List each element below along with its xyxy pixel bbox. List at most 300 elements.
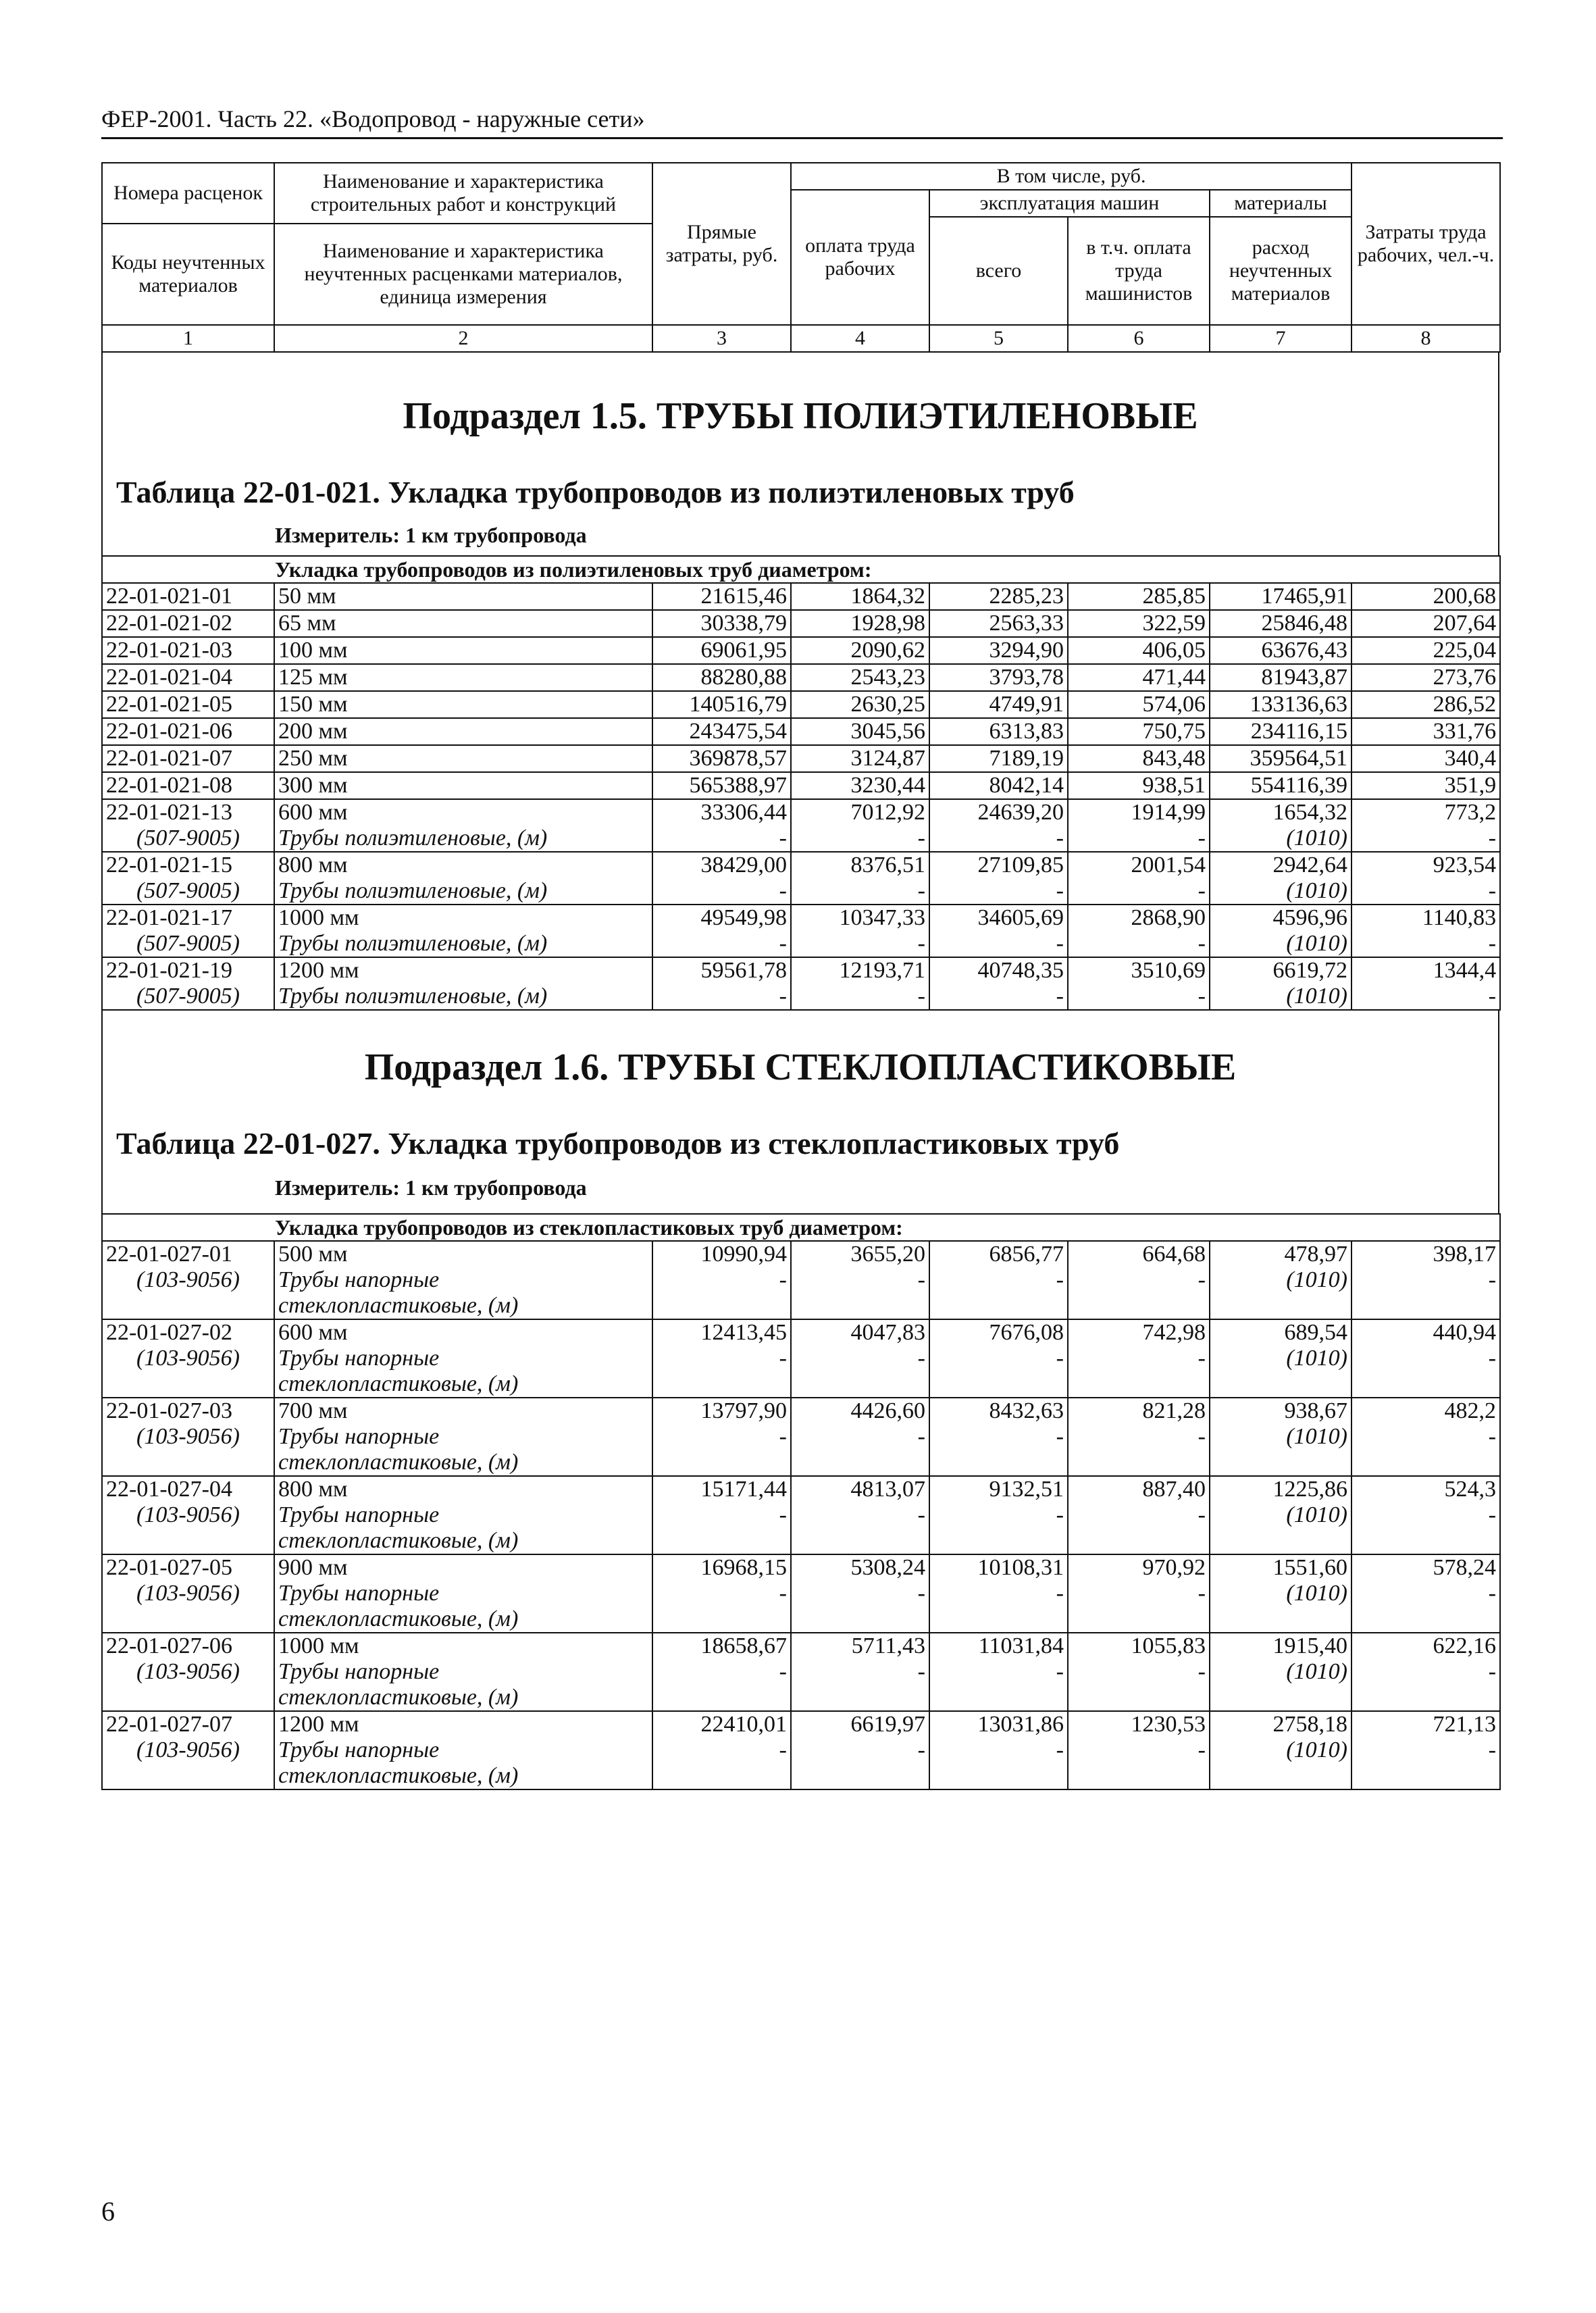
labor-pay: 4047,83 — [791, 1319, 929, 1346]
direct-cost: 369878,57 — [652, 745, 791, 772]
material-value — [652, 1606, 791, 1633]
work-name: 300 мм — [274, 772, 652, 799]
work-name: 50 мм — [274, 583, 652, 610]
material-value — [652, 1450, 791, 1476]
material-row — [102, 1267, 1500, 1293]
table-row — [102, 583, 1500, 610]
table-row — [102, 957, 1500, 984]
materials: 938,67 — [1210, 1398, 1352, 1424]
table-row — [102, 1319, 1500, 1346]
operators-pay: 471,44 — [1068, 664, 1210, 691]
rate-code: 22-01-021-13 — [102, 799, 274, 825]
material-code: (103-9056) — [102, 1737, 274, 1763]
material-value: - — [1352, 1581, 1500, 1606]
labor-hours: 1140,83 — [1352, 905, 1500, 931]
labor-hours: 773,2 — [1352, 799, 1500, 825]
operators-pay: 938,51 — [1068, 772, 1210, 799]
material-value: - — [1068, 984, 1210, 1010]
incl-header: В том числе, руб. — [791, 163, 1352, 190]
labor-pay: 5711,43 — [791, 1633, 929, 1659]
material-value: (1010) — [1210, 1659, 1352, 1685]
table-row — [102, 610, 1500, 637]
material-value — [1210, 1293, 1352, 1319]
labor-hours: 200,68 — [1352, 583, 1500, 610]
material-value — [929, 1371, 1068, 1398]
material-value: - — [1352, 1659, 1500, 1685]
document-frame — [101, 162, 1499, 1790]
table-row — [102, 1711, 1500, 1737]
page-number: 6 — [101, 2196, 115, 2227]
material-value: - — [1352, 1502, 1500, 1528]
machines-total: 40748,35 — [929, 957, 1068, 984]
materials: 2942,64 — [1210, 852, 1352, 878]
work-name: 150 мм — [274, 691, 652, 718]
operators-pay: 1055,83 — [1068, 1633, 1210, 1659]
machines-total: 6856,77 — [929, 1241, 1068, 1267]
material-row — [102, 984, 1500, 1010]
table-22-01-027-title: Таблица 22-01-027. Укладка трубопроводов из стеклопластиковых труб — [116, 1126, 1120, 1161]
direct-cost: 33306,44 — [652, 799, 791, 825]
table-22-01-021-measure: Измеритель: 1 км трубопровода — [275, 523, 587, 547]
material-row — [102, 1528, 1500, 1554]
table-row — [102, 1476, 1500, 1502]
material-value — [1210, 1606, 1352, 1633]
labor-hours: 398,17 — [1352, 1241, 1500, 1267]
material-code — [102, 1763, 274, 1789]
material-value: - — [791, 1502, 929, 1528]
labor-hours: 578,24 — [1352, 1554, 1500, 1581]
material-value: - — [929, 1424, 1068, 1450]
materials: 478,97 — [1210, 1241, 1352, 1267]
labor-hours: 207,64 — [1352, 610, 1500, 637]
material-value: - — [1068, 1659, 1210, 1685]
operators-pay: 1230,53 — [1068, 1711, 1210, 1737]
material-value — [652, 1685, 791, 1711]
material-value: (1010) — [1210, 1502, 1352, 1528]
material-value: - — [791, 1267, 929, 1293]
material-value — [929, 1293, 1068, 1319]
labor-pay: 10347,33 — [791, 905, 929, 931]
material-value: - — [1352, 825, 1500, 852]
material-name: стеклопластиковые, (м) — [274, 1606, 652, 1633]
rate-code: 22-01-021-19 — [102, 957, 274, 984]
material-value — [1068, 1606, 1210, 1633]
work-name: 200 мм — [274, 718, 652, 745]
material-value: - — [652, 984, 791, 1010]
materials: 234116,15 — [1210, 718, 1352, 745]
direct-cost: 21615,46 — [652, 583, 791, 610]
material-value: - — [929, 1267, 1068, 1293]
material-value: - — [1068, 1424, 1210, 1450]
material-name: стеклопластиковые, (м) — [274, 1528, 652, 1554]
material-row — [102, 1659, 1500, 1685]
material-value — [1352, 1293, 1500, 1319]
material-row — [102, 931, 1500, 957]
labor-pay: 3655,20 — [791, 1241, 929, 1267]
material-value — [1210, 1763, 1352, 1789]
labor-hours: 440,94 — [1352, 1319, 1500, 1346]
rate-code: 22-01-027-01 — [102, 1241, 274, 1267]
material-value: - — [1352, 1737, 1500, 1763]
machines-total: 10108,31 — [929, 1554, 1068, 1581]
materials: 689,54 — [1210, 1319, 1352, 1346]
material-name: Трубы напорные — [274, 1346, 652, 1371]
materials: 25846,48 — [1210, 610, 1352, 637]
machines-header: эксплуатация машин — [929, 190, 1210, 217]
labor-hours: 340,4 — [1352, 745, 1500, 772]
material-row — [102, 1371, 1500, 1398]
rate-code: 22-01-021-03 — [102, 637, 274, 664]
material-name: стеклопластиковые, (м) — [274, 1450, 652, 1476]
machines-total: 2563,33 — [929, 610, 1068, 637]
material-value: - — [1352, 1424, 1500, 1450]
machines-total: 8432,63 — [929, 1398, 1068, 1424]
materials: 1654,32 — [1210, 799, 1352, 825]
material-value: - — [1352, 1267, 1500, 1293]
material-value: - — [1352, 984, 1500, 1010]
direct-cost: 16968,15 — [652, 1554, 791, 1581]
material-value: (1010) — [1210, 1581, 1352, 1606]
material-row — [102, 1763, 1500, 1789]
material-value — [929, 1606, 1068, 1633]
work-name: 600 мм — [274, 799, 652, 825]
labor-hours: 351,9 — [1352, 772, 1500, 799]
material-name: Трубы полиэтиленовые, (м) — [274, 825, 652, 852]
col5-header: всего — [929, 217, 1068, 325]
material-name: Трубы напорные — [274, 1267, 652, 1293]
work-name: 500 мм — [274, 1241, 652, 1267]
machines-total: 6313,83 — [929, 718, 1068, 745]
direct-cost: 13797,90 — [652, 1398, 791, 1424]
machines-total: 2285,23 — [929, 583, 1068, 610]
material-value: - — [652, 878, 791, 905]
labor-hours: 331,76 — [1352, 718, 1500, 745]
materials: 63676,43 — [1210, 637, 1352, 664]
page-header-title: ФЕР-2001. Часть 22. «Водопровод - наружные сети» — [101, 105, 645, 132]
material-value: - — [929, 1502, 1068, 1528]
material-value — [1352, 1450, 1500, 1476]
material-value: (1010) — [1210, 878, 1352, 905]
rate-code: 22-01-027-03 — [102, 1398, 274, 1424]
material-value — [791, 1606, 929, 1633]
col3-header: Прямые затраты, руб. — [652, 163, 791, 325]
material-value: - — [1068, 1581, 1210, 1606]
labor-pay: 6619,97 — [791, 1711, 929, 1737]
table-row — [102, 664, 1500, 691]
rate-code: 22-01-021-06 — [102, 718, 274, 745]
section-1-6 — [101, 1011, 1499, 1213]
material-value — [791, 1371, 929, 1398]
material-name: стеклопластиковые, (м) — [274, 1685, 652, 1711]
header-rule — [101, 137, 1503, 139]
material-code: (507-9005) — [102, 878, 274, 905]
table-22-01-021 — [101, 555, 1501, 1011]
material-code: (103-9056) — [102, 1502, 274, 1528]
labor-pay: 1864,32 — [791, 583, 929, 610]
material-value: - — [791, 1659, 929, 1685]
section-1-6-heading: Подраздел 1.6. ТРУБЫ СТЕКЛОПЛАСТИКОВЫЕ — [364, 1046, 1237, 1088]
work-name: 250 мм — [274, 745, 652, 772]
material-value: - — [791, 931, 929, 957]
material-value — [929, 1450, 1068, 1476]
materials: 554116,39 — [1210, 772, 1352, 799]
rate-code: 22-01-027-02 — [102, 1319, 274, 1346]
materials: 133136,63 — [1210, 691, 1352, 718]
materials: 6619,72 — [1210, 957, 1352, 984]
material-value: - — [652, 1581, 791, 1606]
labor-hours: 622,16 — [1352, 1633, 1500, 1659]
material-row — [102, 1502, 1500, 1528]
material-row — [102, 825, 1500, 852]
direct-cost: 38429,00 — [652, 852, 791, 878]
material-value — [1068, 1450, 1210, 1476]
labor-hours: 286,52 — [1352, 691, 1500, 718]
material-value — [791, 1528, 929, 1554]
material-value: (1010) — [1210, 1267, 1352, 1293]
labor-hours: 721,13 — [1352, 1711, 1500, 1737]
material-code — [102, 1528, 274, 1554]
operators-pay: 574,06 — [1068, 691, 1210, 718]
machines-total: 11031,84 — [929, 1633, 1068, 1659]
labor-pay: 2090,62 — [791, 637, 929, 664]
material-value: - — [929, 984, 1068, 1010]
material-name: стеклопластиковые, (м) — [274, 1763, 652, 1789]
operators-pay: 843,48 — [1068, 745, 1210, 772]
table-row — [102, 1398, 1500, 1424]
operators-pay: 742,98 — [1068, 1319, 1210, 1346]
rate-code: 22-01-021-17 — [102, 905, 274, 931]
material-value — [1352, 1685, 1500, 1711]
table-row — [102, 691, 1500, 718]
material-code — [102, 1371, 274, 1398]
material-value — [1210, 1371, 1352, 1398]
table-row — [102, 772, 1500, 799]
rate-code: 22-01-027-07 — [102, 1711, 274, 1737]
operators-pay: 322,59 — [1068, 610, 1210, 637]
material-value: - — [652, 1737, 791, 1763]
column-header-table — [101, 162, 1501, 353]
machines-total: 8042,14 — [929, 772, 1068, 799]
operators-pay: 664,68 — [1068, 1241, 1210, 1267]
direct-cost: 22410,01 — [652, 1711, 791, 1737]
material-value: - — [1068, 1502, 1210, 1528]
direct-cost: 12413,45 — [652, 1319, 791, 1346]
material-value: - — [929, 1737, 1068, 1763]
material-value: - — [1068, 1267, 1210, 1293]
material-value: - — [652, 825, 791, 852]
material-value — [929, 1685, 1068, 1711]
material-value: - — [1068, 1346, 1210, 1371]
material-value: - — [791, 825, 929, 852]
material-name: Трубы напорные — [274, 1424, 652, 1450]
material-value: - — [929, 1346, 1068, 1371]
material-value: - — [929, 931, 1068, 957]
material-value: - — [791, 984, 929, 1010]
material-value — [652, 1371, 791, 1398]
labor-pay: 3124,87 — [791, 745, 929, 772]
table-row — [102, 1554, 1500, 1581]
material-value — [652, 1528, 791, 1554]
labor-pay: 2630,25 — [791, 691, 929, 718]
material-value: (1010) — [1210, 825, 1352, 852]
rate-code: 22-01-021-02 — [102, 610, 274, 637]
table-row — [102, 637, 1500, 664]
material-value: (1010) — [1210, 984, 1352, 1010]
machines-total: 3793,78 — [929, 664, 1068, 691]
col-num-6: 6 — [1068, 325, 1210, 352]
labor-hours: 273,76 — [1352, 664, 1500, 691]
material-name: стеклопластиковые, (м) — [274, 1371, 652, 1398]
material-value: - — [652, 1659, 791, 1685]
table-22-01-021-title: Таблица 22-01-021. Укладка трубопроводов из полиэтиленовых труб — [116, 475, 1075, 509]
labor-pay: 12193,71 — [791, 957, 929, 984]
table-row — [102, 1241, 1500, 1267]
machines-total: 9132,51 — [929, 1476, 1068, 1502]
col2-header-top: Наименование и характеристика строительных работ и конструкций — [274, 163, 652, 224]
material-value — [1068, 1763, 1210, 1789]
material-value — [1352, 1763, 1500, 1789]
direct-cost: 18658,67 — [652, 1633, 791, 1659]
machines-total: 13031,86 — [929, 1711, 1068, 1737]
col-num-7: 7 — [1210, 325, 1352, 352]
material-value: - — [1068, 878, 1210, 905]
labor-pay: 8376,51 — [791, 852, 929, 878]
material-name: Трубы полиэтиленовые, (м) — [274, 931, 652, 957]
material-value: - — [1352, 1346, 1500, 1371]
labor-hours: 482,2 — [1352, 1398, 1500, 1424]
operators-pay: 2001,54 — [1068, 852, 1210, 878]
materials: 4596,96 — [1210, 905, 1352, 931]
labor-pay: 1928,98 — [791, 610, 929, 637]
direct-cost: 10990,94 — [652, 1241, 791, 1267]
labor-pay: 4426,60 — [791, 1398, 929, 1424]
rate-code: 22-01-027-04 — [102, 1476, 274, 1502]
table-row — [102, 905, 1500, 931]
material-value — [1352, 1371, 1500, 1398]
material-code: (103-9056) — [102, 1581, 274, 1606]
material-code — [102, 1685, 274, 1711]
table-row — [102, 799, 1500, 825]
col8-header: Затраты труда рабочих, чел.-ч. — [1352, 163, 1500, 325]
direct-cost: 30338,79 — [652, 610, 791, 637]
work-name: 800 мм — [274, 1476, 652, 1502]
operators-pay: 406,05 — [1068, 637, 1210, 664]
materials: 17465,91 — [1210, 583, 1352, 610]
material-value: - — [929, 825, 1068, 852]
table-22-01-027-span-text: Укладка трубопроводов из стеклопластиковых труб диаметром: — [102, 1214, 1500, 1241]
material-value: - — [791, 1737, 929, 1763]
work-name: 600 мм — [274, 1319, 652, 1346]
work-name: 65 мм — [274, 610, 652, 637]
section-1-5-heading: Подраздел 1.5. ТРУБЫ ПОЛИЭТИЛЕНОВЫЕ — [403, 395, 1198, 437]
col2-header-bottom: Наименование и характеристика неучтенных расценками материалов, единица измерения — [274, 224, 652, 325]
col-num-4: 4 — [791, 325, 929, 352]
material-row — [102, 1606, 1500, 1633]
work-name: 100 мм — [274, 637, 652, 664]
col-num-5: 5 — [929, 325, 1068, 352]
material-row — [102, 1581, 1500, 1606]
operators-pay: 1914,99 — [1068, 799, 1210, 825]
material-name: стеклопластиковые, (м) — [274, 1293, 652, 1319]
machines-total: 7189,19 — [929, 745, 1068, 772]
material-code — [102, 1293, 274, 1319]
materials: 1225,86 — [1210, 1476, 1352, 1502]
material-code: (103-9056) — [102, 1424, 274, 1450]
operators-pay: 821,28 — [1068, 1398, 1210, 1424]
table-22-01-027-span — [102, 1214, 1500, 1241]
material-row — [102, 1737, 1500, 1763]
table-row — [102, 1633, 1500, 1659]
material-row — [102, 1450, 1500, 1476]
table-22-01-021-span-text: Укладка трубопроводов из полиэтиленовых труб диаметром: — [102, 556, 1500, 583]
material-row — [102, 1293, 1500, 1319]
rate-code: 22-01-027-06 — [102, 1633, 274, 1659]
materials: 359564,51 — [1210, 745, 1352, 772]
direct-cost: 49549,98 — [652, 905, 791, 931]
material-value — [1352, 1606, 1500, 1633]
direct-cost: 59561,78 — [652, 957, 791, 984]
material-name: Трубы напорные — [274, 1737, 652, 1763]
material-row — [102, 1346, 1500, 1371]
work-name: 900 мм — [274, 1554, 652, 1581]
material-code: (507-9005) — [102, 931, 274, 957]
machines-total: 27109,85 — [929, 852, 1068, 878]
labor-pay: 7012,92 — [791, 799, 929, 825]
machines-total: 3294,90 — [929, 637, 1068, 664]
labor-hours: 225,04 — [1352, 637, 1500, 664]
material-name: Трубы напорные — [274, 1581, 652, 1606]
labor-hours: 524,3 — [1352, 1476, 1500, 1502]
material-value: - — [652, 931, 791, 957]
table-row — [102, 745, 1500, 772]
material-value: - — [652, 1267, 791, 1293]
material-value: - — [1352, 878, 1500, 905]
rate-code: 22-01-021-01 — [102, 583, 274, 610]
materials: 1551,60 — [1210, 1554, 1352, 1581]
work-name: 125 мм — [274, 664, 652, 691]
material-value — [1210, 1528, 1352, 1554]
operators-pay: 750,75 — [1068, 718, 1210, 745]
col6-header: в т.ч. оплата труда машинистов — [1068, 217, 1210, 325]
material-name: Трубы полиэтиленовые, (м) — [274, 984, 652, 1010]
direct-cost: 140516,79 — [652, 691, 791, 718]
work-name: 1000 мм — [274, 1633, 652, 1659]
rate-code: 22-01-021-07 — [102, 745, 274, 772]
machines-total: 24639,20 — [929, 799, 1068, 825]
material-value — [791, 1685, 929, 1711]
labor-pay: 5308,24 — [791, 1554, 929, 1581]
material-value: - — [652, 1424, 791, 1450]
material-code: (103-9056) — [102, 1346, 274, 1371]
material-code: (103-9056) — [102, 1659, 274, 1685]
material-value: - — [791, 1424, 929, 1450]
table-22-01-027-measure: Измеритель: 1 км трубопровода — [275, 1175, 587, 1200]
material-value: (1010) — [1210, 1346, 1352, 1371]
rate-code: 22-01-021-15 — [102, 852, 274, 878]
material-value — [791, 1293, 929, 1319]
labor-pay: 4813,07 — [791, 1476, 929, 1502]
direct-cost: 243475,54 — [652, 718, 791, 745]
col1-header-top: Номера расценок — [102, 163, 274, 224]
material-value: - — [929, 1659, 1068, 1685]
material-code — [102, 1450, 274, 1476]
materials: 1915,40 — [1210, 1633, 1352, 1659]
material-value — [1068, 1293, 1210, 1319]
col7-header: расход неучтенных материалов — [1210, 217, 1352, 325]
material-value: - — [791, 1346, 929, 1371]
material-code: (507-9005) — [102, 825, 274, 852]
material-value — [1352, 1528, 1500, 1554]
